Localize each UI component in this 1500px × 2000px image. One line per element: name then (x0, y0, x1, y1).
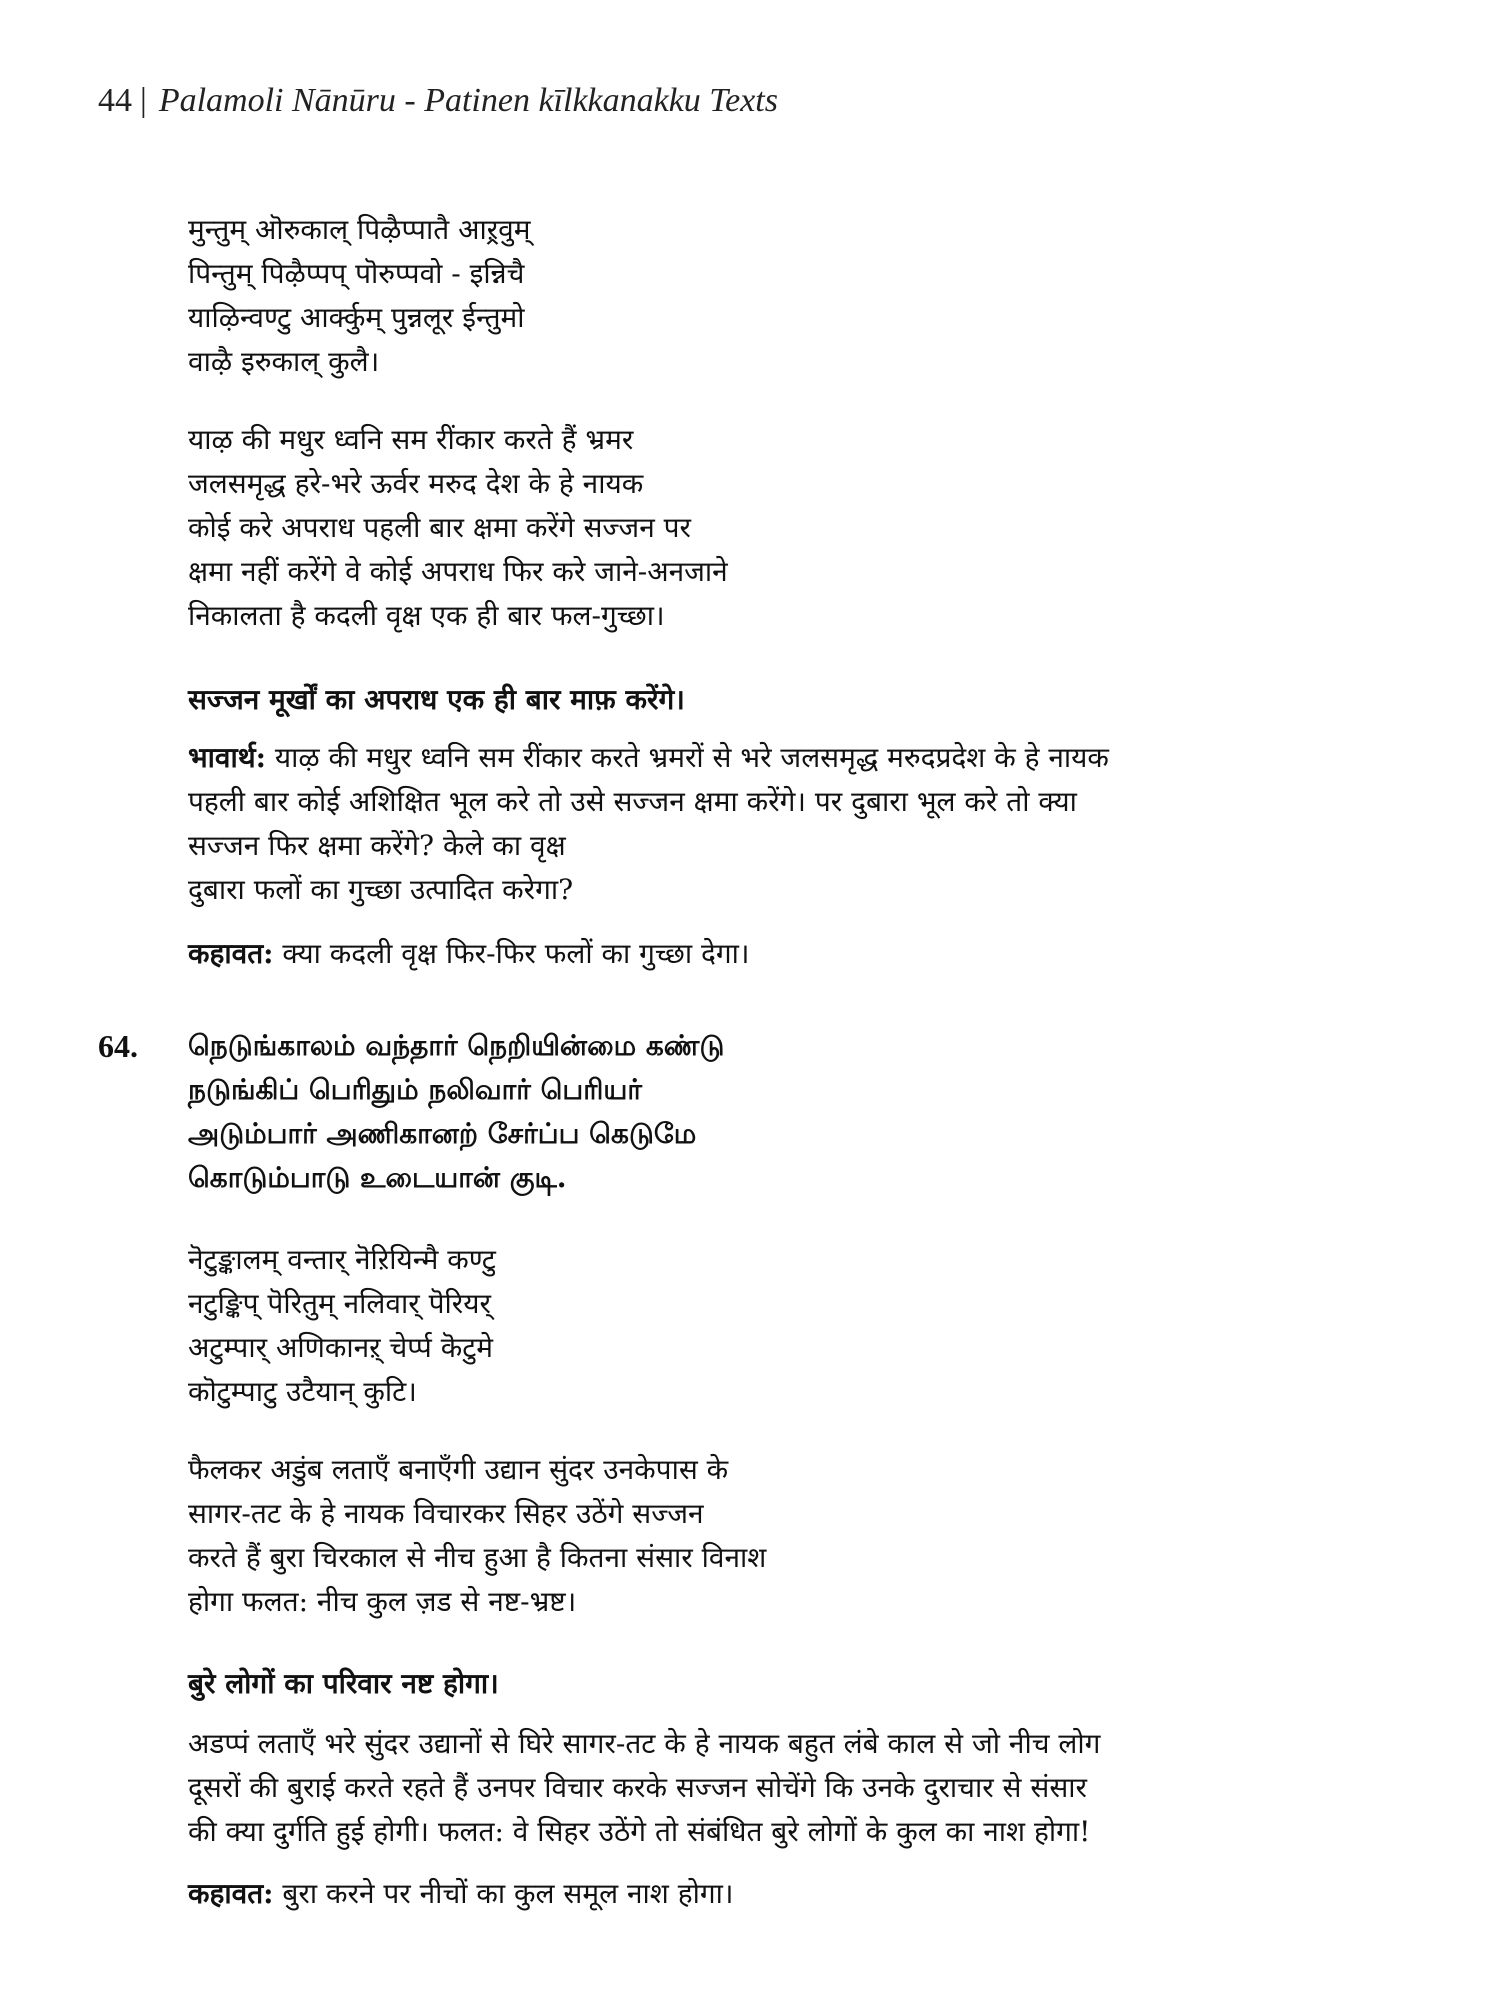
poem-line: जलसमृद्ध हरे-भरे ऊर्वर मरुद देश के हे नायक (188, 467, 644, 500)
page-number: 44 (98, 82, 132, 119)
poem-line: याऴ की मधुर ध्वनि सम रींकार करते हैं भ्रमर (188, 423, 634, 456)
v64-meaning (188, 1722, 1428, 1854)
verse-line: पिन्तुम् पिऴैप्पप् पॊरुप्पवो - इन्निचै (188, 257, 525, 290)
meaning-text: दूसरों की बुराई करते रहते हैं उनपर विचार करके सज्जन सोचेंगे कि उनके दुराचार से संसार (188, 1771, 1087, 1804)
verse-line: कॊटुम्पाटु उटैयान् कुटि। (188, 1375, 417, 1408)
verse-line: वाऴै इरुकाल् कुलै। (188, 345, 380, 378)
verse-line: मुन्तुम् ऒरुकाल् पिऴैप्पातै आऱ्रवुम् (188, 213, 531, 246)
poem-line: कोई करे अपराध पहली बार क्षमा करेंगे सज्जन पर (188, 511, 691, 544)
page-header (98, 82, 778, 120)
poem-line: करते हैं बुरा चिरकाल से नीच हुआ है कितना संसार विनाश (188, 1541, 767, 1574)
v64-proverb (188, 1872, 1428, 1916)
tamil-line: கொடும்பாடு உடையான் குடி. (188, 1161, 567, 1194)
poem-line: निकालता है कदली वृक्ष एक ही बार फल-गुच्छा। (188, 599, 665, 632)
meaning-text: पहली बार कोई अशिक्षित भूल करे तो उसे सज्जन क्षमा करेंगे। पर दुबारा भूल करे तो क्या (188, 785, 1077, 818)
v63-proverb (188, 932, 1428, 976)
v63-meaning (188, 736, 1428, 912)
v64-poem (188, 1448, 1428, 1624)
proverb-text: क्या कदली वृक्ष फिर-फिर फलों का गुच्छा देगा। (273, 937, 750, 970)
running-title: Palamoli Nānūru - Patinen kīlkkanakku Texts (158, 82, 778, 119)
tamil-line: அடும்பார் அணிகானற் சேர்ப்ப கெடுமே (188, 1117, 697, 1150)
tamil-line: நடுங்கிப் பெரிதும் நலிவார் பெரியர் (188, 1073, 643, 1106)
v64-transliteration (188, 1238, 1428, 1414)
v64-tamil (188, 1024, 1428, 1200)
proverb-label: कहावत: (188, 937, 274, 970)
meaning-label: भावार्थ: (188, 741, 266, 774)
v64-moral-heading: बुरे लोगों का परिवार नष्ट होगा। (188, 1667, 499, 1700)
meaning-text: सज्जन फिर क्षमा करेंगे? केले का वृक्ष (188, 829, 566, 862)
poem-line: सागर-तट के हे नायक विचारकर सिहर उठेंगे सज्जन (188, 1497, 704, 1530)
poem-line: होगा फलत: नीच कुल ज़ड से नष्ट-भ्रष्ट। (188, 1585, 577, 1618)
poem-line: फैलकर अडुंब लताएँ बनाएँगी उद्यान सुंदर उनकेपास के (188, 1453, 729, 1486)
v63-poem (188, 418, 1428, 638)
v63-moral-heading: सज्जन मूर्खों का अपराध एक ही बार माफ़ करेंगे। (188, 683, 685, 716)
meaning-text: याऴ की मधुर ध्वनि सम रींकार करते भ्रमरों से भरे जलसमृद्ध मरुदप्रदेश के हे नायक (265, 741, 1109, 774)
meaning-text: की क्या दुर्गति हुई होगी। फलत: वे सिहर उठेंगे तो संबंधित बुरे लोगों के कुल का नाश होगा! (188, 1815, 1091, 1848)
verse-line: नॆटुङ्कालम् वन्तार् नॆऱियिन्मै कण्टु (188, 1243, 496, 1276)
poem-line: क्षमा नहीं करेंगे वे कोई अपराध फिर करे जाने-अनजाने (188, 555, 728, 588)
proverb-text: बुरा करने पर नीचों का कुल समूल नाश होगा। (273, 1877, 734, 1910)
v63-transliteration (188, 208, 1428, 384)
verse-line: याऴिन्वण्टु आर्क्कुम् पुन्नलूर ईन्तुमो (188, 301, 525, 334)
meaning-text: अडप्पं लताएँ भरे सुंदर उद्यानों से घिरे सागर-तट के हे नायक बहुत लंबे काल से जो नीच लोग (188, 1727, 1101, 1760)
tamil-line: நெடுங்காலம் வந்தார் நெறியின்மை கண்டு (188, 1029, 725, 1062)
verse-number: 64. (98, 1028, 138, 1064)
verse-line: अटुम्पार् अणिकानऱ् चेर्प्प कॆटुमे (188, 1331, 494, 1364)
header-separator: | (140, 82, 147, 119)
meaning-text: दुबारा फलों का गुच्छा उत्पादित करेगा? (188, 873, 574, 906)
proverb-label: कहावत: (188, 1877, 274, 1910)
verse-line: नटुङ्किप् पॆरितुम् नलिवार् पॆरियर् (188, 1287, 491, 1320)
